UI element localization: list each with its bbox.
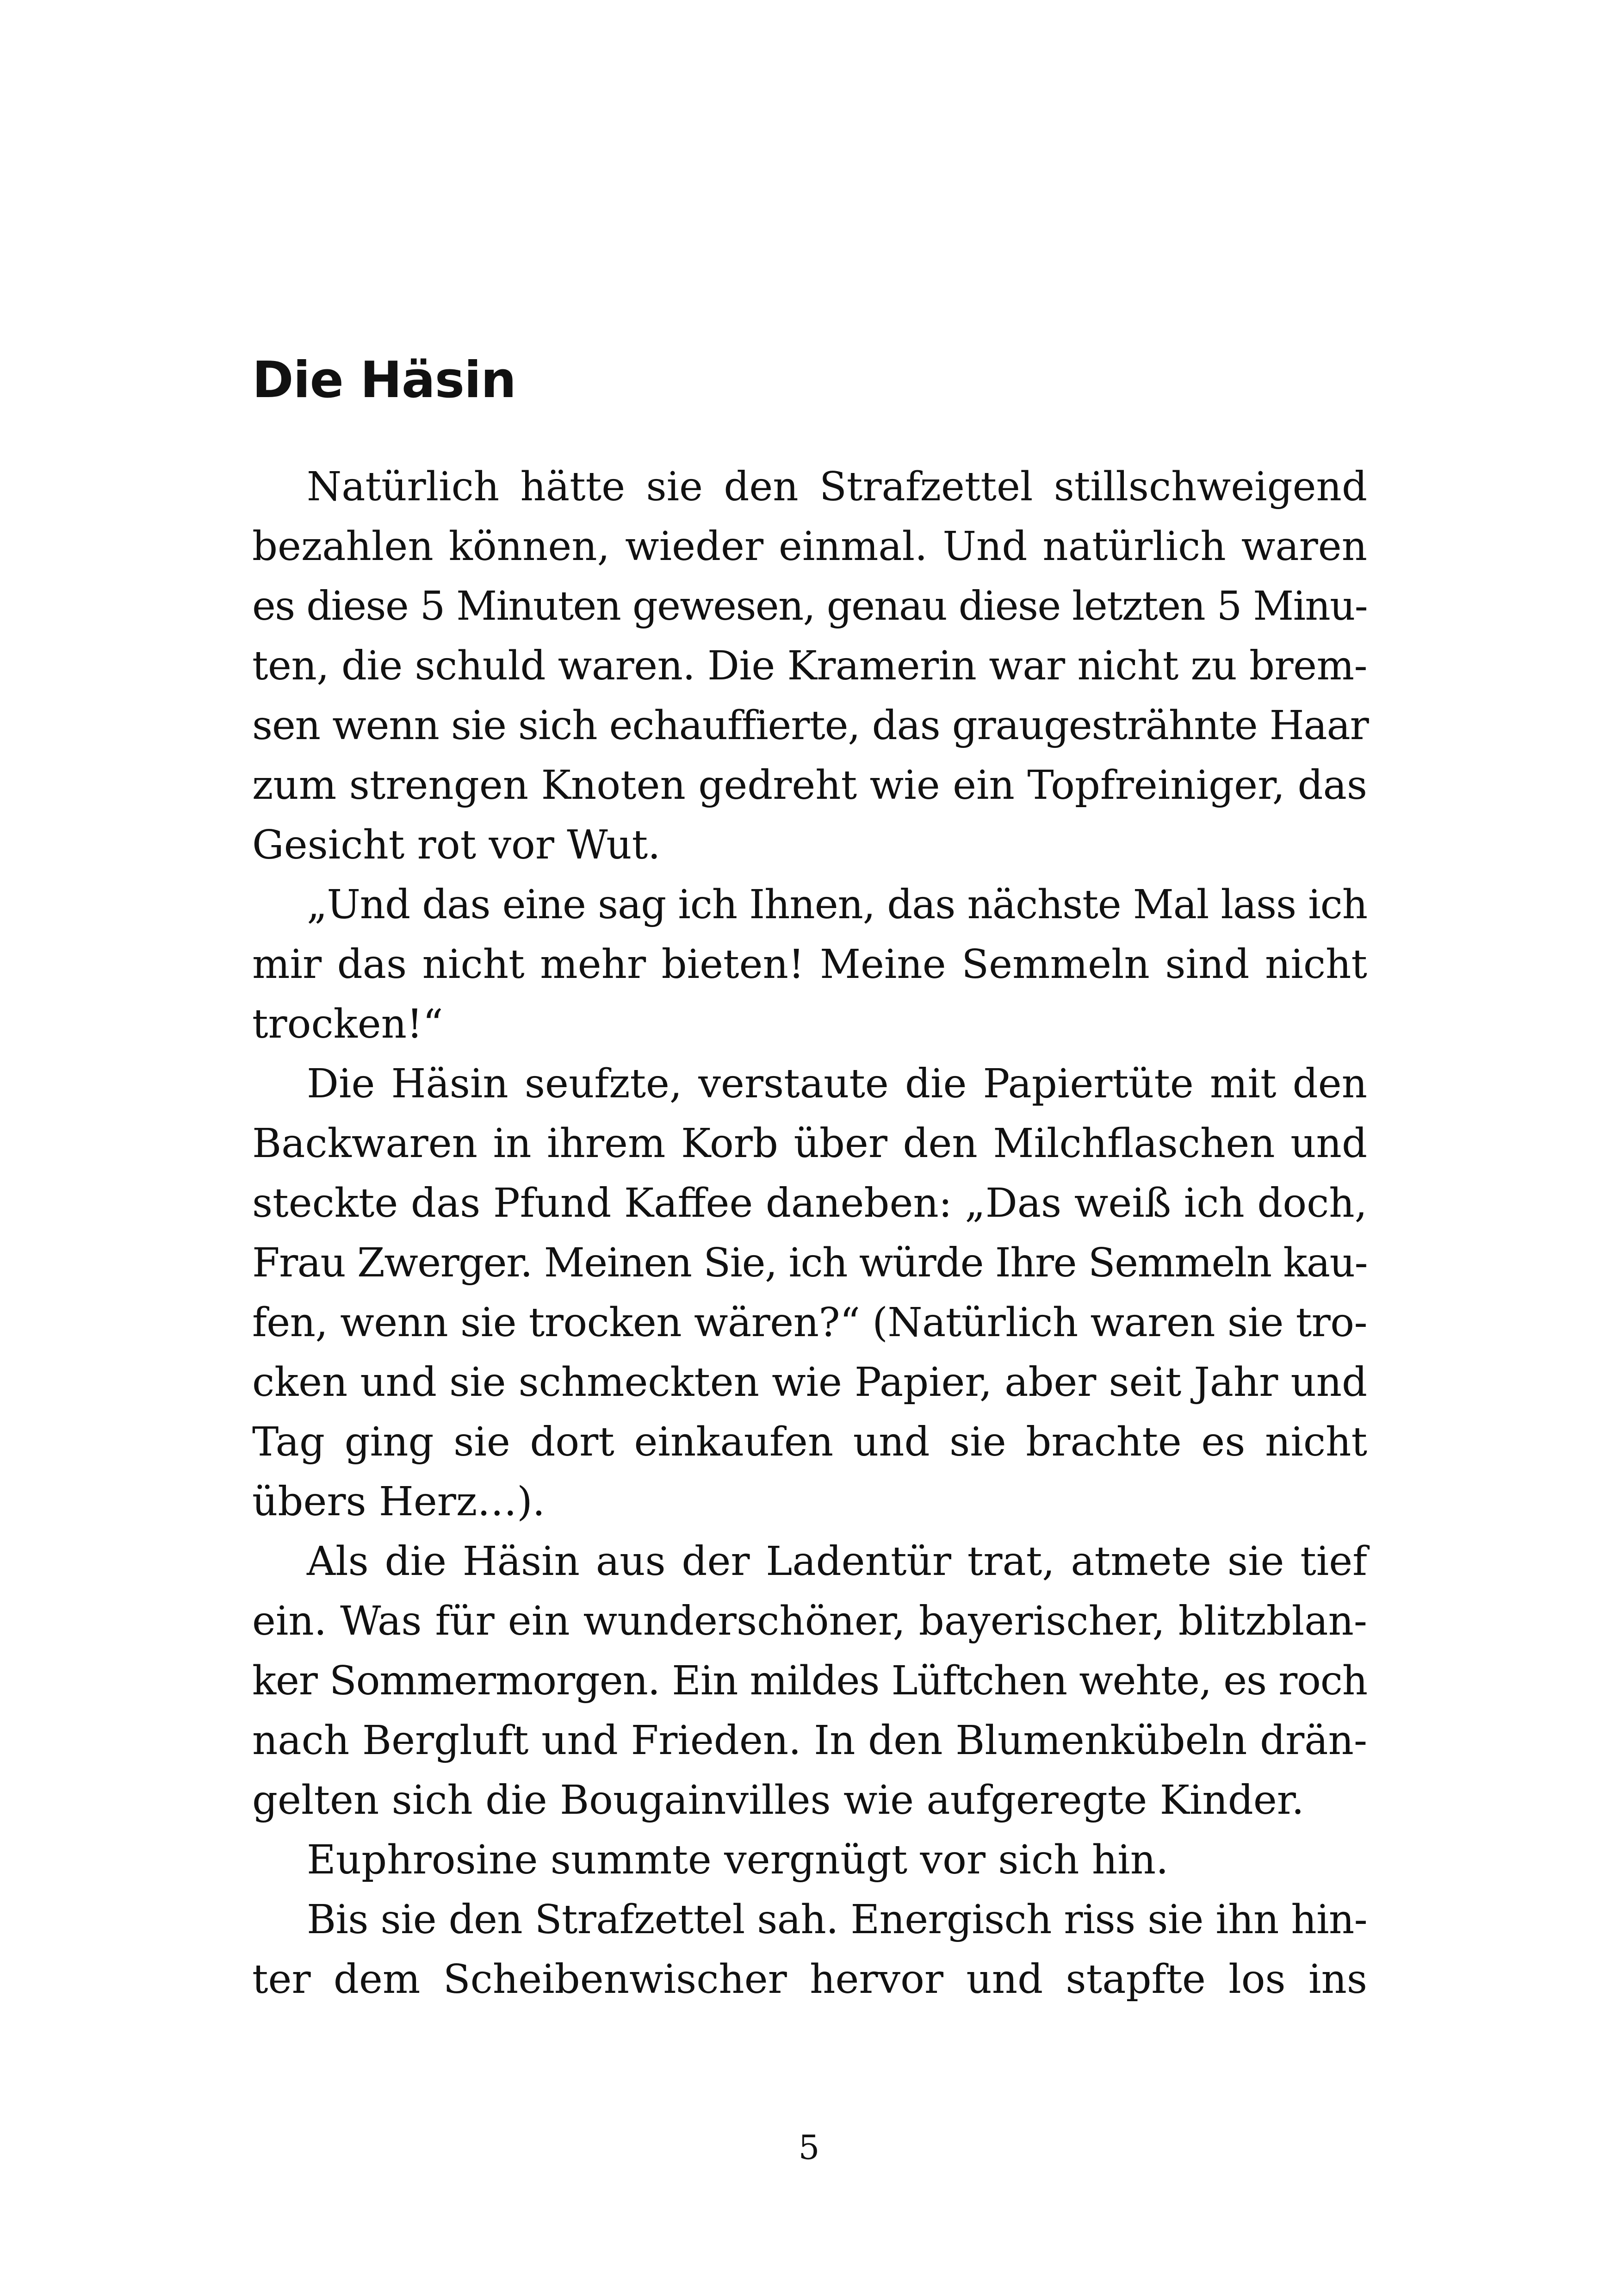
paragraph [252, 1890, 1367, 2010]
text-line: Euphrosine summte vergnügt vor sich hin. [307, 1837, 1169, 1883]
text-line: Als die Häsin aus der Ladentür trat, atmete sie tief [307, 1538, 1367, 1585]
chapter-body [252, 457, 1367, 2010]
text-line: steckte das Pfund Kaffee daneben: „Das weiß ich doch, [252, 1180, 1367, 1226]
text-line: cken und sie schmeckten wie Papier, aber seit Jahr und [252, 1359, 1367, 1406]
text-line: fen, wenn sie trocken wären?“ (Natürlich waren sie tro- [252, 1300, 1367, 1346]
text-line: „Und das eine sag ich Ihnen, das nächste Mal lass ich [307, 882, 1367, 928]
text-line: nach Bergluft und Frieden. In den Blumenkübeln drän- [252, 1717, 1367, 1764]
text-line: Backwaren in ihrem Korb über den Milchflaschen und [252, 1120, 1367, 1167]
paragraph [252, 1830, 1367, 1890]
text-line: Bis sie den Strafzettel sah. Energisch riss sie ihn hin- [307, 1897, 1367, 1943]
paragraph [252, 1532, 1367, 1830]
page-number: 5 [798, 2128, 820, 2167]
text-line: Natürlich hätte sie den Strafzettel stillschweigend [307, 464, 1367, 510]
text-line: trocken!“ [252, 1001, 443, 1047]
text-line: sen wenn sie sich echauffierte, das graugesträhnte Haar [252, 703, 1369, 749]
text-line: mir das nicht mehr bieten! Meine Semmeln sind nicht [252, 941, 1367, 988]
text-line: gelten sich die Bougainvilles wie aufgeregte Kinder. [252, 1777, 1304, 1823]
text-line: Die Häsin seufzte, verstaute die Papiertüte mit den [307, 1061, 1367, 1107]
text-line: Tag ging sie dort einkaufen und sie brachte es nicht [252, 1419, 1367, 1465]
text-line: zum strengen Knoten gedreht wie ein Topfreiniger, das [252, 762, 1367, 809]
text-line: ker Sommermorgen. Ein mildes Lüftchen wehte, es roch [252, 1658, 1367, 1704]
paragraph [252, 1054, 1367, 1532]
text-line: ten, die schuld waren. Die Kramerin war nicht zu brem- [252, 643, 1367, 689]
text-line: bezahlen können, wieder einmal. Und natürlich waren [252, 523, 1367, 570]
paragraph [252, 457, 1367, 875]
text-line: ein. Was für ein wunderschöner, bayerischer, blitzblan- [252, 1598, 1367, 1644]
text-line: ter dem Scheibenwischer hervor und stapfte los ins [252, 1956, 1367, 2003]
text-line: Frau Zwerger. Meinen Sie, ich würde Ihre Semmeln kau- [252, 1240, 1367, 1286]
text-line: übers Herz…). [252, 1479, 546, 1525]
text-line: Gesicht rot vor Wut. [252, 822, 661, 868]
text-line: es diese 5 Minuten gewesen, genau diese letzten 5 Minu- [252, 583, 1367, 629]
paragraph [252, 875, 1367, 1054]
chapter-title: Die Häsin [252, 351, 516, 409]
